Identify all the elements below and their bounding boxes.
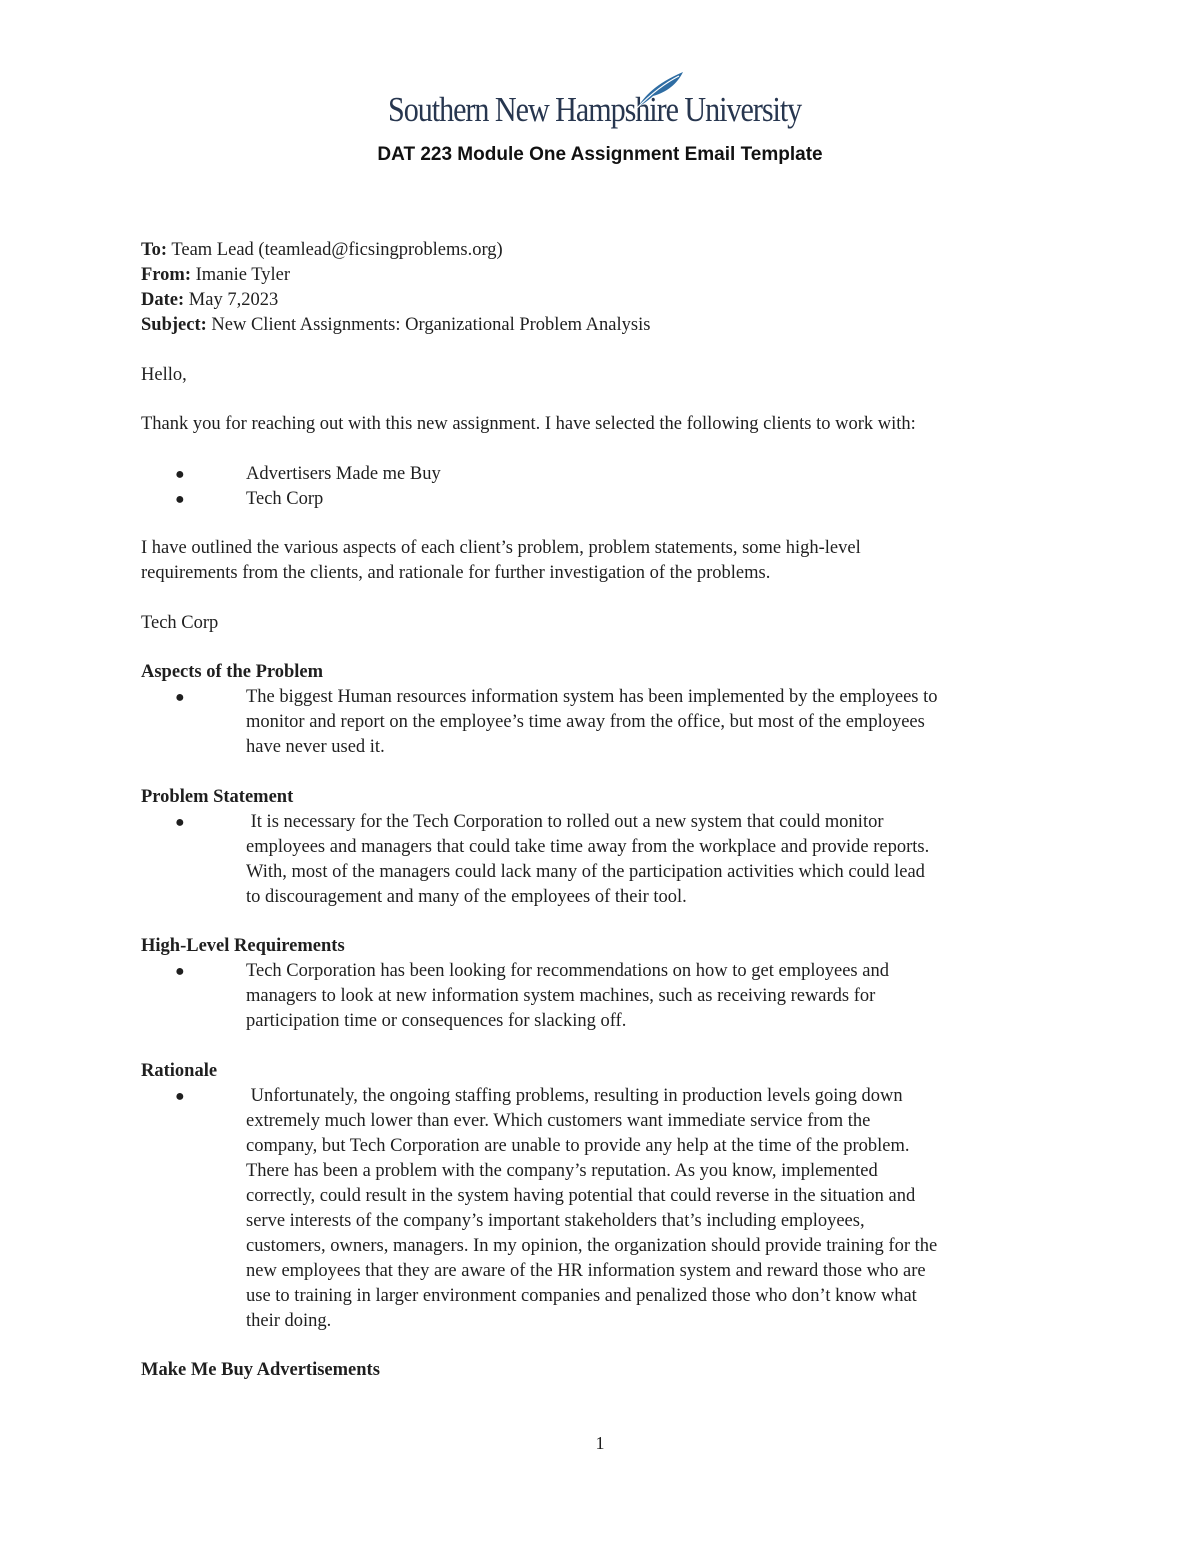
date-value: May 7,2023 — [188, 290, 279, 310]
bullet-icon: ● — [175, 689, 185, 706]
subject-value: New Client Assignments: Organizational Problem Analysis — [211, 315, 651, 335]
list-item: ● Unfortunately, the ongoing staffing problems, resulting in production levels going down extremely much lower than ever. Which customers want immediate service from the company, but Tech Corporation are unable to provide any help at the time of the problem. There has been a problem with the company’s reputation. As you know, implemented correctly, could result in the system having potential that could reverse in the situation and serve interests of the company’s important stakeholders that’s including employees, customers, owners, managers. In my opinion, the organization should provide training for the new employees that they are aware of the HR information system and reward those who are use to training in larger environment companies and penalized those who don’t know what their doing. — [175, 1085, 938, 1331]
list-item: ● The biggest Human resources information system has been implemented by the employees to monitor and report on the employee’s time away from the office, but most of the employees have never used it. — [175, 687, 938, 757]
section-list — [141, 959, 1056, 1034]
list-item: ● Advertisers Made me Buy — [141, 462, 1056, 487]
email-content — [141, 238, 1056, 1383]
section-heading: Aspects of the Problem — [141, 662, 324, 682]
section-list — [141, 810, 1056, 910]
from-label: From: — [141, 265, 191, 285]
email-to — [141, 238, 1056, 263]
section-heading: Problem Statement — [141, 786, 294, 807]
list-item: ● It is necessary for the Tech Corporation to rolled out a new system that could monitor employees and managers that could take time away from the workplace and provide reports. With, most of the managers could lack many of the participation activities which could lead to discouragement and many of the employees of their tool. — [175, 811, 930, 907]
logo-wordmark: Southern New Hampshire University — [388, 90, 802, 129]
to-value: Team Lead (teamlead@ficsingproblems.org) — [171, 240, 503, 260]
email-subject — [141, 313, 1056, 338]
bullet-icon: ● — [175, 490, 185, 508]
outline-line: I have outlined the various aspects of each client’s problem, problem statements, some high-level — [141, 538, 861, 558]
feather-icon — [633, 70, 685, 110]
bullet-icon: ● — [175, 465, 185, 483]
list-item: ● Tech Corp — [141, 487, 1056, 512]
section-heading: Make Me Buy Advertisements — [141, 1360, 380, 1380]
outline-line: requirements from the clients, and rationale for further investigation of the problems. — [141, 563, 771, 583]
email-date — [141, 288, 1056, 313]
bullet-icon: ● — [175, 813, 185, 831]
list-item: ● Tech Corporation has been looking for recommendations on how to get employees and managers to look at new information system machines, such as receiving rewards for participation time or consequences for slacking off. — [175, 961, 889, 1031]
greeting: Hello, — [141, 364, 187, 385]
from-value: Imanie Tyler — [195, 265, 291, 285]
page-number: 1 — [595, 1433, 605, 1453]
section-heading: Rationale — [141, 1060, 218, 1081]
section-list — [141, 685, 1056, 760]
subject-label: Subject: — [141, 315, 207, 335]
bullet-icon: ● — [175, 963, 185, 980]
intro-paragraph: Thank you for reaching out with this new assignment. I have selected the following clients to work with: — [141, 414, 916, 434]
email-from — [141, 263, 1056, 288]
client-list — [141, 462, 1056, 512]
client-name: Tech Corp — [141, 612, 219, 633]
date-label: Date: — [141, 290, 185, 310]
to-label: To: — [141, 240, 168, 260]
bullet-icon: ● — [175, 1087, 185, 1105]
university-logo — [388, 70, 818, 136]
section-heading: High-Level Requirements — [141, 936, 345, 956]
document-title: DAT 223 Module One Assignment Email Template — [377, 144, 823, 165]
section-list — [141, 1084, 1056, 1334]
